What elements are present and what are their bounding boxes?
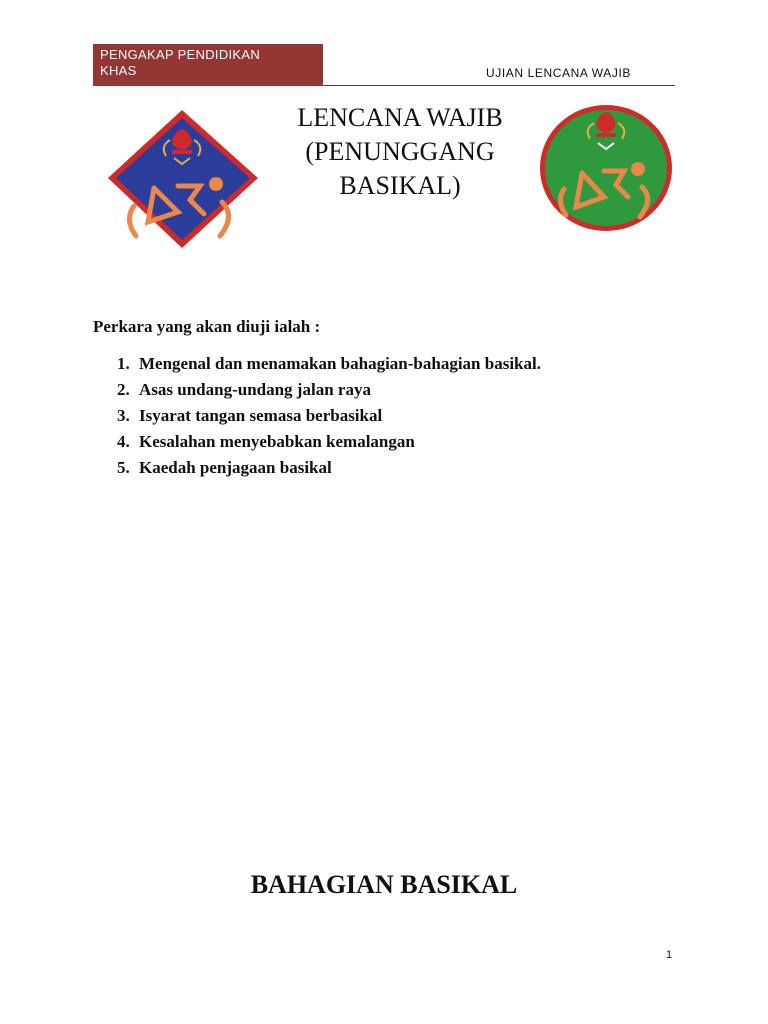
cyclist-badge-round-icon xyxy=(538,103,674,233)
page-title xyxy=(262,101,538,203)
title-line3: BASIKAL) xyxy=(339,171,461,200)
header-org-line1: PENGAKAP PENDIDIKAN xyxy=(100,47,261,62)
section-title: BAHAGIAN BASIKAL xyxy=(250,870,518,899)
list-item: 5. Kaedah penjagaan basikal xyxy=(117,458,332,477)
list-item: 1. Mengenal dan menamakan bahagian-bahagian basikal. xyxy=(117,354,541,373)
intro-text: Perkara yang akan diuji ialah : xyxy=(93,317,321,336)
header-doc-type: UJIAN LENCANA WAJIB xyxy=(486,66,631,80)
cyclist-badge-diamond-icon xyxy=(104,106,264,252)
header-org-box xyxy=(93,44,323,86)
header-divider xyxy=(323,85,675,86)
list-item: 4. Kesalahan menyebabkan kemalangan xyxy=(117,432,415,451)
list-item: 2. Asas undang-undang jalan raya xyxy=(117,380,371,399)
page-number: 1 xyxy=(666,949,673,961)
title-line2: (PENUNGGANG xyxy=(305,137,495,166)
header-org-line2: KHAS xyxy=(100,63,137,78)
test-list xyxy=(117,353,541,483)
title-line1: LENCANA WAJIB xyxy=(297,103,503,132)
list-item: 3. Isyarat tangan semasa berbasikal xyxy=(117,406,383,425)
